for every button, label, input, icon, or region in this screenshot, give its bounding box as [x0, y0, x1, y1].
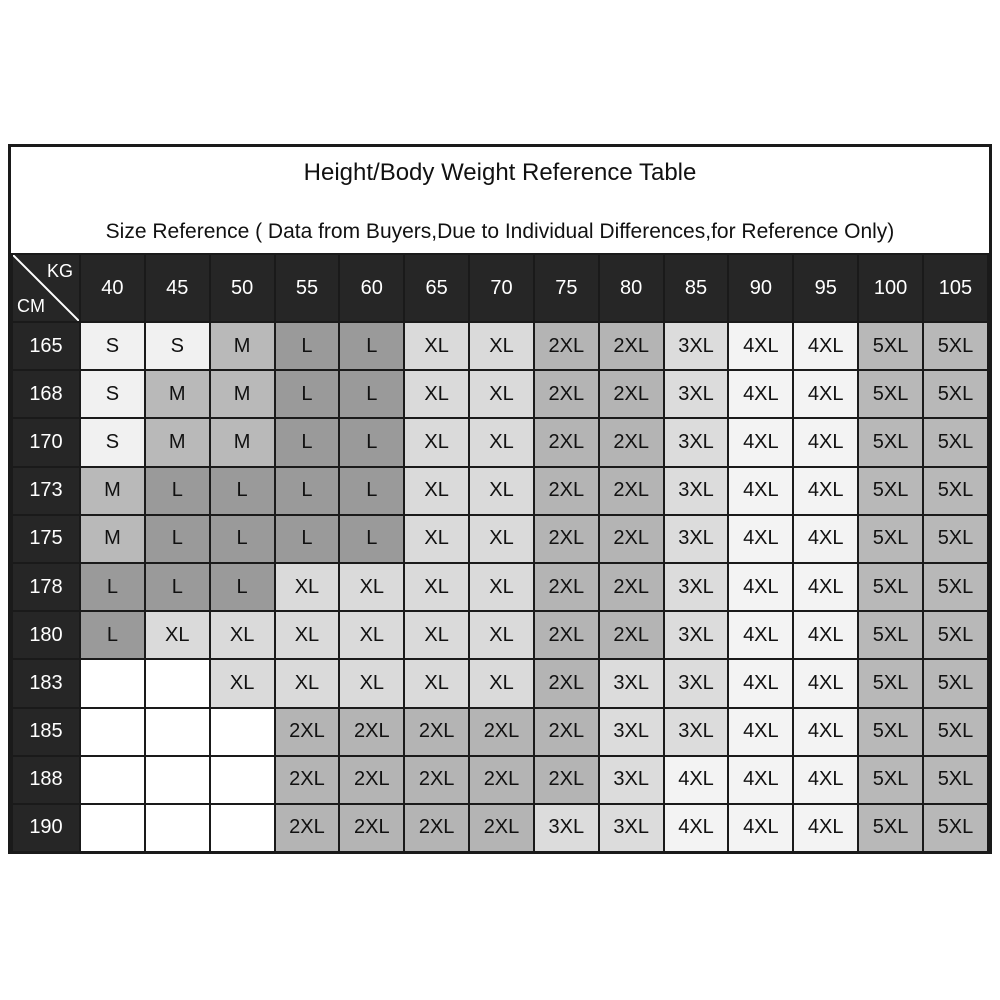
size-cell: 2XL: [599, 515, 664, 563]
size-cell: XL: [210, 611, 275, 659]
size-cell: [145, 804, 210, 852]
height-header-cell: 188: [12, 756, 80, 804]
size-cell: 5XL: [923, 467, 988, 515]
size-cell: [80, 804, 145, 852]
size-cell: 4XL: [664, 756, 729, 804]
table-row: [12, 756, 988, 804]
table-row: [12, 515, 988, 563]
height-header-cell: 168: [12, 370, 80, 418]
size-cell: 2XL: [469, 804, 534, 852]
size-cell: 5XL: [858, 322, 923, 370]
size-cell: 4XL: [728, 563, 793, 611]
size-cell: XL: [275, 611, 340, 659]
size-cell: L: [339, 418, 404, 466]
size-cell: L: [275, 418, 340, 466]
weight-header-cell: 105: [923, 254, 988, 322]
size-cell: L: [339, 467, 404, 515]
size-cell: 5XL: [858, 756, 923, 804]
height-header-cell: 165: [12, 322, 80, 370]
size-cell: 2XL: [599, 467, 664, 515]
size-cell: 2XL: [275, 804, 340, 852]
size-cell: 5XL: [923, 708, 988, 756]
weight-header-cell: 65: [404, 254, 469, 322]
size-cell: XL: [404, 515, 469, 563]
size-cell: 3XL: [664, 563, 729, 611]
size-cell: 3XL: [599, 659, 664, 707]
size-cell: 5XL: [923, 515, 988, 563]
size-cell: 3XL: [664, 515, 729, 563]
weight-unit-label: KG: [46, 261, 73, 281]
size-cell: 4XL: [728, 370, 793, 418]
size-cell: 4XL: [793, 659, 858, 707]
size-cell: 4XL: [793, 418, 858, 466]
size-cell: 4XL: [728, 611, 793, 659]
size-cell: 2XL: [339, 804, 404, 852]
size-cell: 3XL: [664, 659, 729, 707]
size-cell: 4XL: [728, 708, 793, 756]
size-cell: XL: [404, 659, 469, 707]
size-cell: 3XL: [599, 804, 664, 852]
size-cell: M: [210, 370, 275, 418]
size-cell: 5XL: [858, 418, 923, 466]
size-cell: 4XL: [728, 322, 793, 370]
size-cell: L: [210, 467, 275, 515]
size-cell: XL: [469, 659, 534, 707]
size-cell: [80, 708, 145, 756]
size-cell: 3XL: [664, 708, 729, 756]
size-cell: L: [210, 563, 275, 611]
table-body: [12, 322, 988, 852]
size-cell: 4XL: [793, 611, 858, 659]
weight-header-cell: 80: [599, 254, 664, 322]
size-cell: [80, 659, 145, 707]
size-cell: 5XL: [858, 515, 923, 563]
size-cell: 3XL: [664, 418, 729, 466]
size-cell: [210, 756, 275, 804]
size-cell: L: [80, 563, 145, 611]
size-cell: 5XL: [923, 756, 988, 804]
height-header-cell: 190: [12, 804, 80, 852]
size-cell: 4XL: [793, 467, 858, 515]
size-cell: 2XL: [534, 659, 599, 707]
size-cell: 4XL: [793, 322, 858, 370]
size-cell: 5XL: [923, 611, 988, 659]
size-cell: L: [145, 515, 210, 563]
size-cell: XL: [404, 418, 469, 466]
size-cell: [80, 756, 145, 804]
size-cell: XL: [275, 659, 340, 707]
size-cell: [210, 804, 275, 852]
size-cell: XL: [339, 563, 404, 611]
weight-header-cell: 75: [534, 254, 599, 322]
size-cell: 5XL: [858, 659, 923, 707]
size-cell: L: [339, 515, 404, 563]
size-cell: [210, 708, 275, 756]
size-cell: M: [145, 418, 210, 466]
weight-header-cell: 95: [793, 254, 858, 322]
size-cell: XL: [339, 659, 404, 707]
size-cell: 5XL: [858, 611, 923, 659]
size-cell: 2XL: [469, 708, 534, 756]
size-cell: XL: [404, 322, 469, 370]
size-cell: [145, 756, 210, 804]
size-cell: 5XL: [858, 804, 923, 852]
size-cell: 2XL: [534, 756, 599, 804]
size-cell: 3XL: [664, 467, 729, 515]
size-cell: 2XL: [534, 563, 599, 611]
size-cell: 2XL: [599, 611, 664, 659]
weight-header-cell: 40: [80, 254, 145, 322]
size-cell: XL: [469, 611, 534, 659]
size-cell: S: [80, 418, 145, 466]
chart-title: Height/Body Weight Reference Table: [303, 159, 697, 186]
table-row: [12, 563, 988, 611]
size-cell: 2XL: [404, 804, 469, 852]
size-cell: 5XL: [923, 659, 988, 707]
size-cell: 4XL: [793, 804, 858, 852]
weight-header-cell: 100: [858, 254, 923, 322]
height-header-cell: 180: [12, 611, 80, 659]
size-cell: 2XL: [599, 418, 664, 466]
size-cell: 2XL: [534, 467, 599, 515]
size-cell: S: [145, 322, 210, 370]
size-cell: L: [80, 611, 145, 659]
weight-header-cell: 60: [339, 254, 404, 322]
table-corner-cell: [12, 254, 80, 322]
size-cell: 5XL: [858, 467, 923, 515]
size-cell: L: [210, 515, 275, 563]
weight-header-row: [12, 254, 988, 322]
size-cell: XL: [275, 563, 340, 611]
size-cell: XL: [469, 322, 534, 370]
size-cell: L: [339, 322, 404, 370]
size-chart-frame: [8, 144, 992, 854]
size-cell: 2XL: [534, 322, 599, 370]
size-cell: 4XL: [793, 515, 858, 563]
size-cell: M: [80, 467, 145, 515]
size-cell: 2XL: [534, 515, 599, 563]
weight-header-cell: 90: [728, 254, 793, 322]
height-header-cell: 183: [12, 659, 80, 707]
size-cell: 5XL: [923, 804, 988, 852]
size-cell: L: [145, 563, 210, 611]
size-cell: 2XL: [534, 370, 599, 418]
size-cell: 2XL: [599, 370, 664, 418]
size-cell: M: [80, 515, 145, 563]
size-cell: 4XL: [728, 804, 793, 852]
size-cell: 4XL: [728, 756, 793, 804]
size-cell: XL: [469, 467, 534, 515]
size-cell: S: [80, 370, 145, 418]
table-row: [12, 708, 988, 756]
size-cell: 5XL: [858, 370, 923, 418]
size-cell: XL: [404, 370, 469, 418]
table-row: [12, 659, 988, 707]
size-cell: 2XL: [534, 611, 599, 659]
size-cell: L: [275, 515, 340, 563]
size-cell: 2XL: [534, 418, 599, 466]
size-cell: 2XL: [469, 756, 534, 804]
size-cell: 5XL: [923, 370, 988, 418]
size-cell: L: [339, 370, 404, 418]
size-cell: 2XL: [339, 708, 404, 756]
weight-header-cell: 70: [469, 254, 534, 322]
size-cell: XL: [210, 659, 275, 707]
size-cell: 4XL: [664, 804, 729, 852]
table-row: [12, 370, 988, 418]
size-cell: 2XL: [275, 708, 340, 756]
size-cell: 5XL: [858, 708, 923, 756]
size-cell: 4XL: [728, 467, 793, 515]
size-cell: 2XL: [275, 756, 340, 804]
size-cell: 3XL: [664, 611, 729, 659]
size-cell: 2XL: [339, 756, 404, 804]
table-row: [12, 611, 988, 659]
table-row: [12, 322, 988, 370]
size-cell: S: [80, 322, 145, 370]
size-cell: 3XL: [599, 708, 664, 756]
size-table: [11, 253, 989, 853]
size-cell: M: [210, 322, 275, 370]
size-cell: 4XL: [793, 756, 858, 804]
size-cell: [145, 659, 210, 707]
weight-header-cell: 55: [275, 254, 340, 322]
size-cell: 4XL: [793, 708, 858, 756]
size-cell: 4XL: [793, 563, 858, 611]
height-header-cell: 173: [12, 467, 80, 515]
size-cell: XL: [404, 467, 469, 515]
weight-header-cell: 45: [145, 254, 210, 322]
size-cell: XL: [469, 563, 534, 611]
size-cell: XL: [469, 370, 534, 418]
size-cell: 4XL: [728, 659, 793, 707]
size-cell: 2XL: [599, 563, 664, 611]
table-row: [12, 418, 988, 466]
size-cell: 4XL: [728, 418, 793, 466]
size-cell: XL: [469, 515, 534, 563]
size-cell: 5XL: [923, 322, 988, 370]
size-cell: 3XL: [664, 322, 729, 370]
size-cell: 3XL: [599, 756, 664, 804]
size-cell: 2XL: [534, 708, 599, 756]
size-cell: 3XL: [664, 370, 729, 418]
size-cell: 2XL: [599, 322, 664, 370]
table-row: [12, 467, 988, 515]
height-header-cell: 170: [12, 418, 80, 466]
height-unit-label: CM: [17, 296, 45, 316]
height-header-cell: 178: [12, 563, 80, 611]
height-header-cell: 175: [12, 515, 80, 563]
size-cell: XL: [145, 611, 210, 659]
size-cell: 5XL: [858, 563, 923, 611]
size-cell: L: [275, 370, 340, 418]
weight-header-cell: 50: [210, 254, 275, 322]
size-cell: XL: [404, 563, 469, 611]
size-cell: [145, 708, 210, 756]
size-cell: M: [210, 418, 275, 466]
size-cell: 3XL: [534, 804, 599, 852]
size-cell: 4XL: [728, 515, 793, 563]
weight-header-cell: 85: [664, 254, 729, 322]
size-cell: L: [275, 322, 340, 370]
chart-subtitle: Size Reference ( Data from Buyers,Due to Individual Differences,for Reference Only): [105, 220, 895, 243]
size-cell: 5XL: [923, 563, 988, 611]
size-cell: M: [145, 370, 210, 418]
size-cell: 4XL: [793, 370, 858, 418]
size-cell: 5XL: [923, 418, 988, 466]
size-cell: XL: [404, 611, 469, 659]
size-cell: 2XL: [404, 756, 469, 804]
table-row: [12, 804, 988, 852]
size-cell: L: [275, 467, 340, 515]
size-cell: L: [145, 467, 210, 515]
size-cell: XL: [469, 418, 534, 466]
size-cell: XL: [339, 611, 404, 659]
size-cell: 2XL: [404, 708, 469, 756]
height-header-cell: 185: [12, 708, 80, 756]
